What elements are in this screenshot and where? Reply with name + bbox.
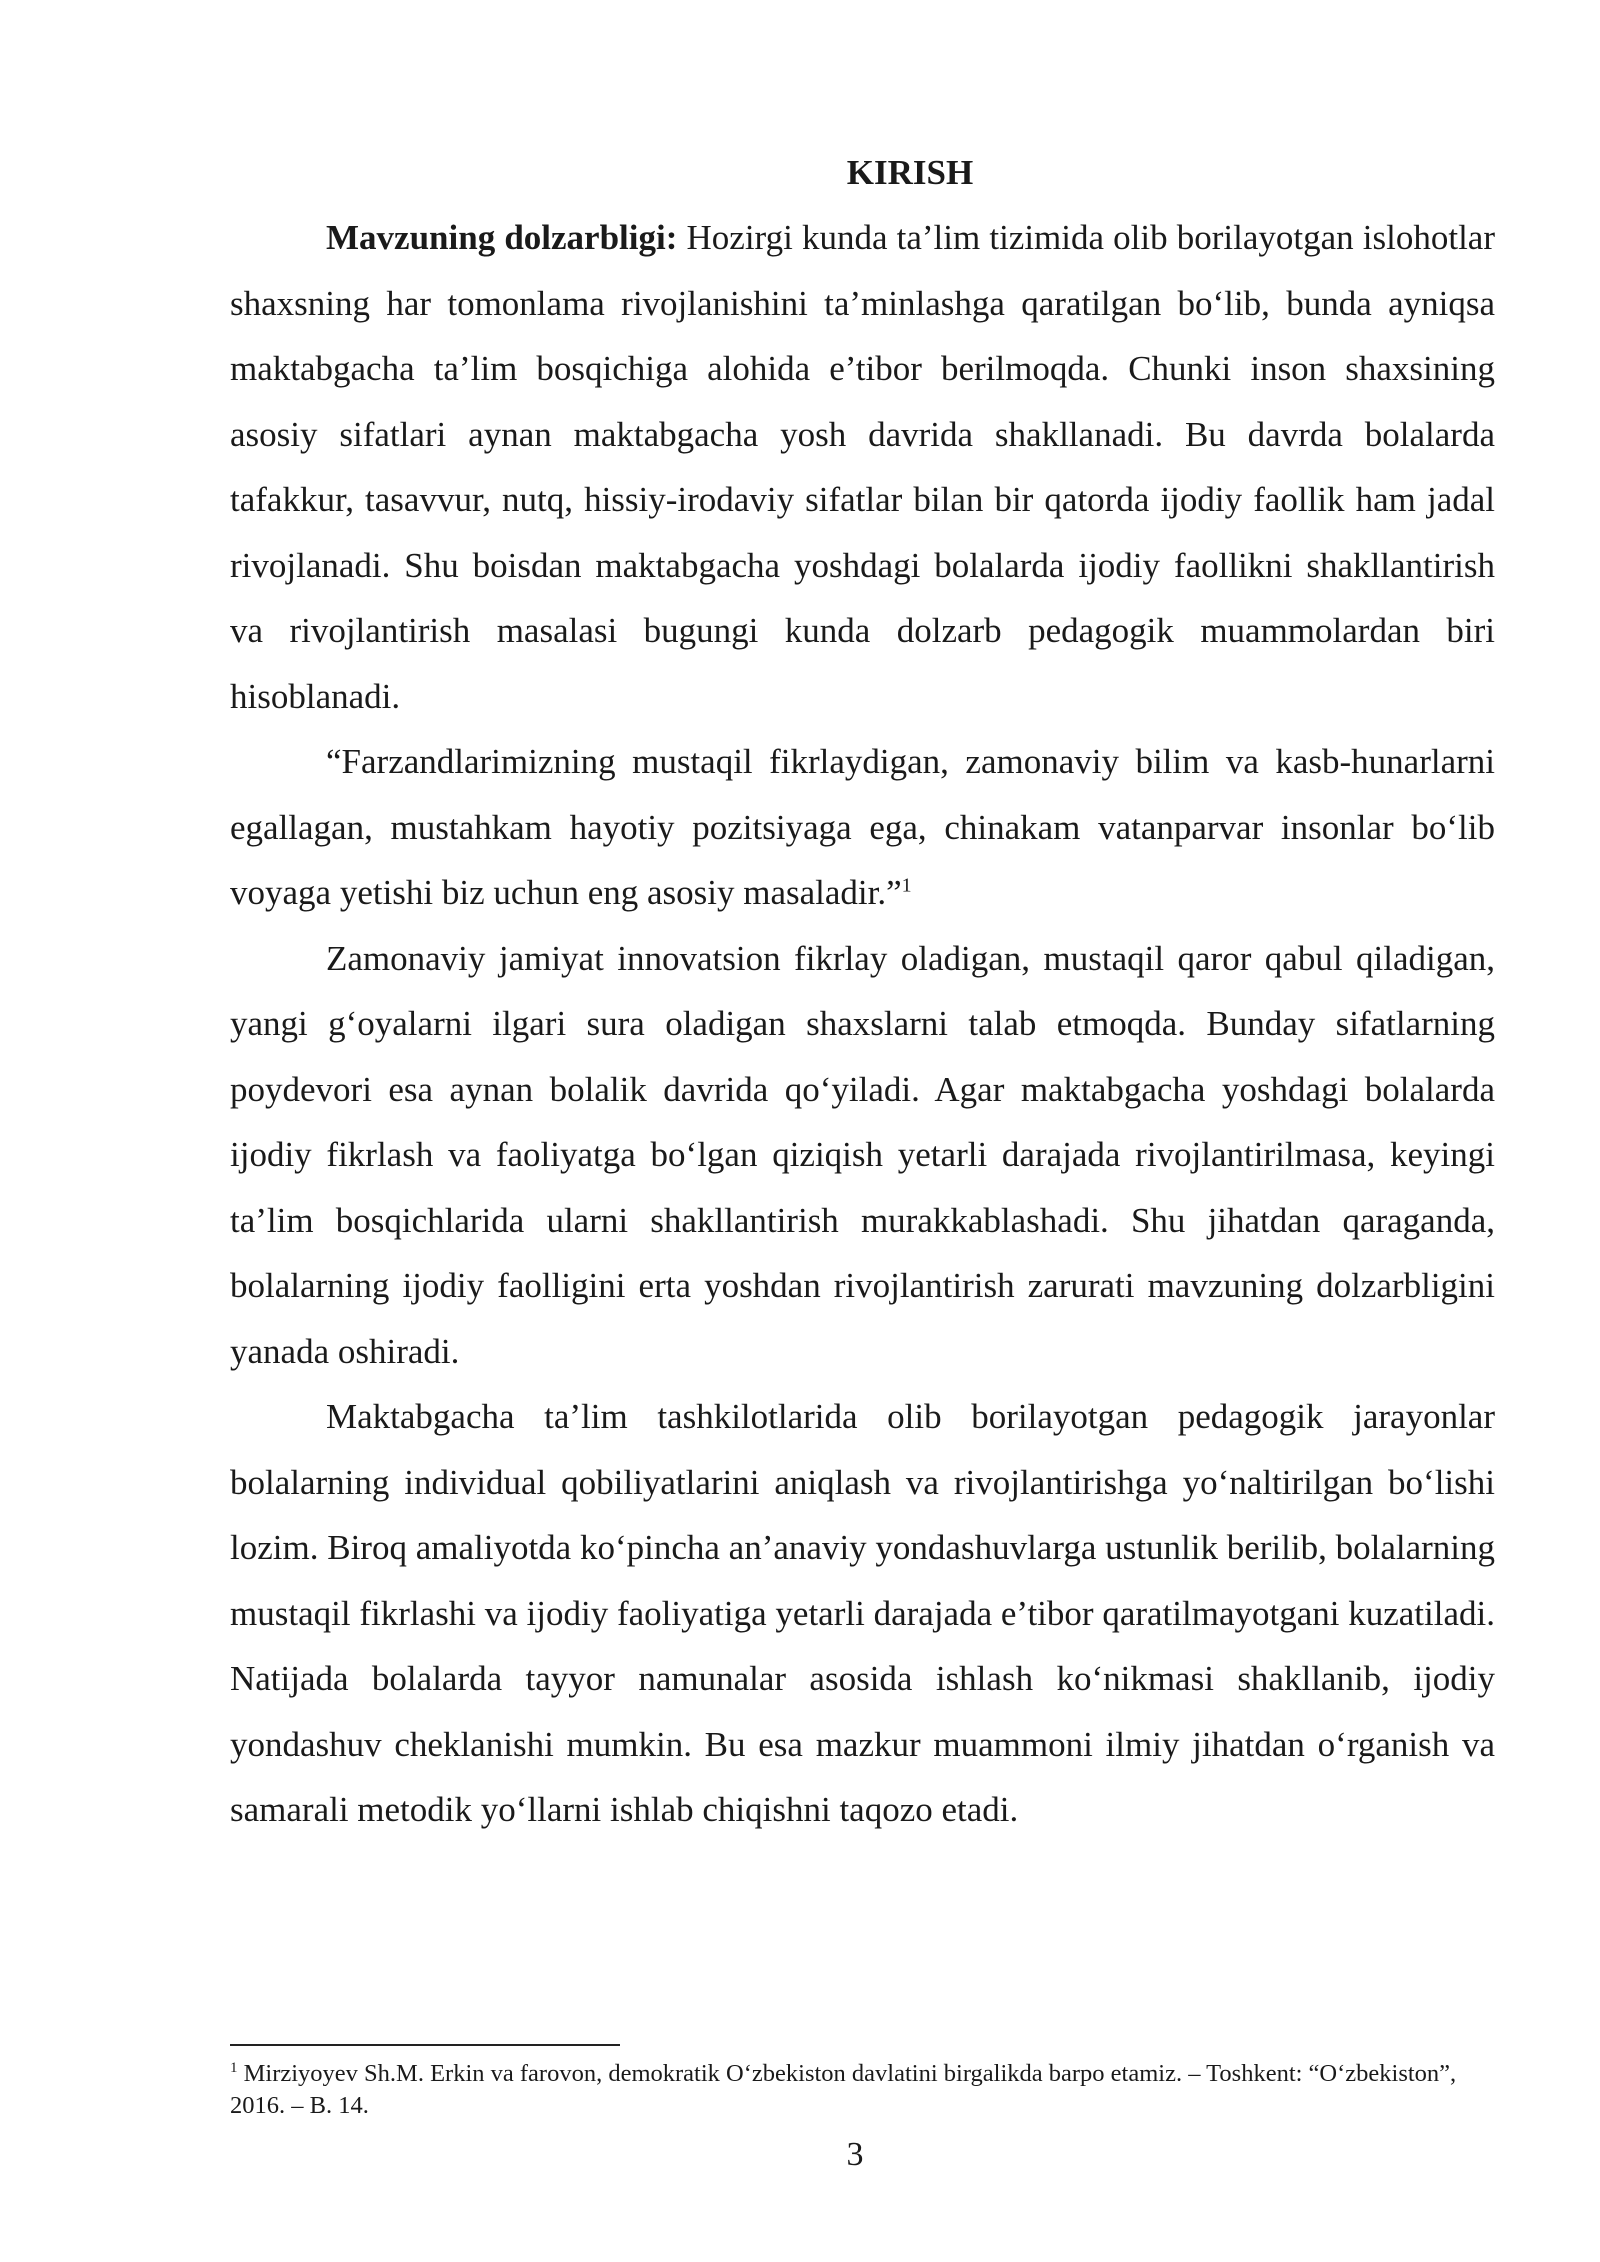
- page-number: 3: [846, 2136, 864, 2173]
- footnote: [230, 2058, 1495, 2122]
- footnote-reference[interactable]: 1: [901, 874, 912, 897]
- footnote-separator: [230, 2044, 620, 2046]
- footnote-number: 1: [230, 2059, 238, 2076]
- paragraph-text: Zamonaviy jamiyat innovatsion fikrlay oladigan, mustaqil qaror qabul qiladigan, yangi g‘oyalarni ilgari sura oladigan shaxslarni talab etmoqda. Bunday sifatlarning poydevori esa aynan bolalik davrida qo‘yiladi. Agar maktabgacha yoshdagi bolalarda ijodiy fikrlash va faoliyatga bo‘lgan qiziqish yetarli darajada rivojlantirilmasa, keyingi ta’lim bosqichlarida ularni shakllantirish murakkablashadi. Shu jihatdan qaraganda, bolalarning ijodiy faolligini erta yoshdan rivojlantirish zarurati mavzuning dolzarbligini yanada oshiradi.: [230, 938, 1495, 1371]
- footnote-text: Mirziyoyev Sh.M. Erkin va farovon, demokratik O‘zbekiston davlatini birgalikda barpo etamiz. – Toshkent: “O‘zbekiston”, 2016. – B. 14.: [230, 2060, 1457, 2119]
- paragraph-preschool-process: [230, 1384, 1495, 1843]
- paragraph-relevance: [230, 205, 1495, 729]
- page-title: KIRISH: [846, 153, 974, 192]
- paragraph-text: Hozirgi kunda ta’lim tizimida olib borilayotgan islohotlar shaxsning har tomonlama rivojlanishini ta’minlashga qaratilgan bo‘lib, bunda ayniqsa maktabgacha ta’lim bosqichiga alohida e’tibor berilmoqda. Chunki inson shaxsining asosiy sifatlari aynan maktabgacha yosh davrida shakllanadi. Bu davrda bolalarda tafakkur, tasavvur, nutq, hissiy-irodaviy sifatlar bilan bir qatorda ijodiy faollik ham jadal rivojlanadi. Shu boisdan maktabgacha yoshdagi bolalarda ijodiy faollikni shakllantirish va rivojlantirish masalasi bugungi kunda dolzarb pedagogik muammolardan biri hisoblanadi.: [230, 218, 1495, 716]
- page-body: [230, 140, 1495, 1843]
- paragraph-modern-society: [230, 926, 1495, 1385]
- paragraph-text: Maktabgacha ta’lim tashkilotlarida olib borilayotgan pedagogik jarayonlar bolalarning individual qobiliyatlarini aniqlash va rivojlantirishga yo‘naltirilgan bo‘lishi lozim. Biroq amaliyotda ko‘pincha an’anaviy yondashuvlarga ustunlik berilib, bolalarning mustaqil fikrlashi va ijodiy faoliyatiga yetarli darajada e’tibor qaratilmayotgani kuzatiladi. Natijada bolalarda tayyor namunalar asosida ishlash ko‘nikmasi shakllanib, ijodiy yondashuv cheklanishi mumkin. Bu esa mazkur muammoni ilmiy jihatdan o‘rganish va samarali metodik yo‘llarni ishlab chiqishni taqozo etadi.: [230, 1397, 1495, 1829]
- paragraph-lead: Mavzuning dolzarbligi:: [326, 218, 678, 257]
- paragraph-text: “Farzandlarimizning mustaqil fikrlaydigan, zamonaviy bilim va kasb-hunarlarni egallagan, mustahkam hayotiy pozitsiyaga ega, chinakam vatanparvar insonlar bo‘lib voyaga yetishi biz uchun eng asosiy masaladir.”: [230, 742, 1495, 912]
- paragraph-quote: [230, 729, 1495, 926]
